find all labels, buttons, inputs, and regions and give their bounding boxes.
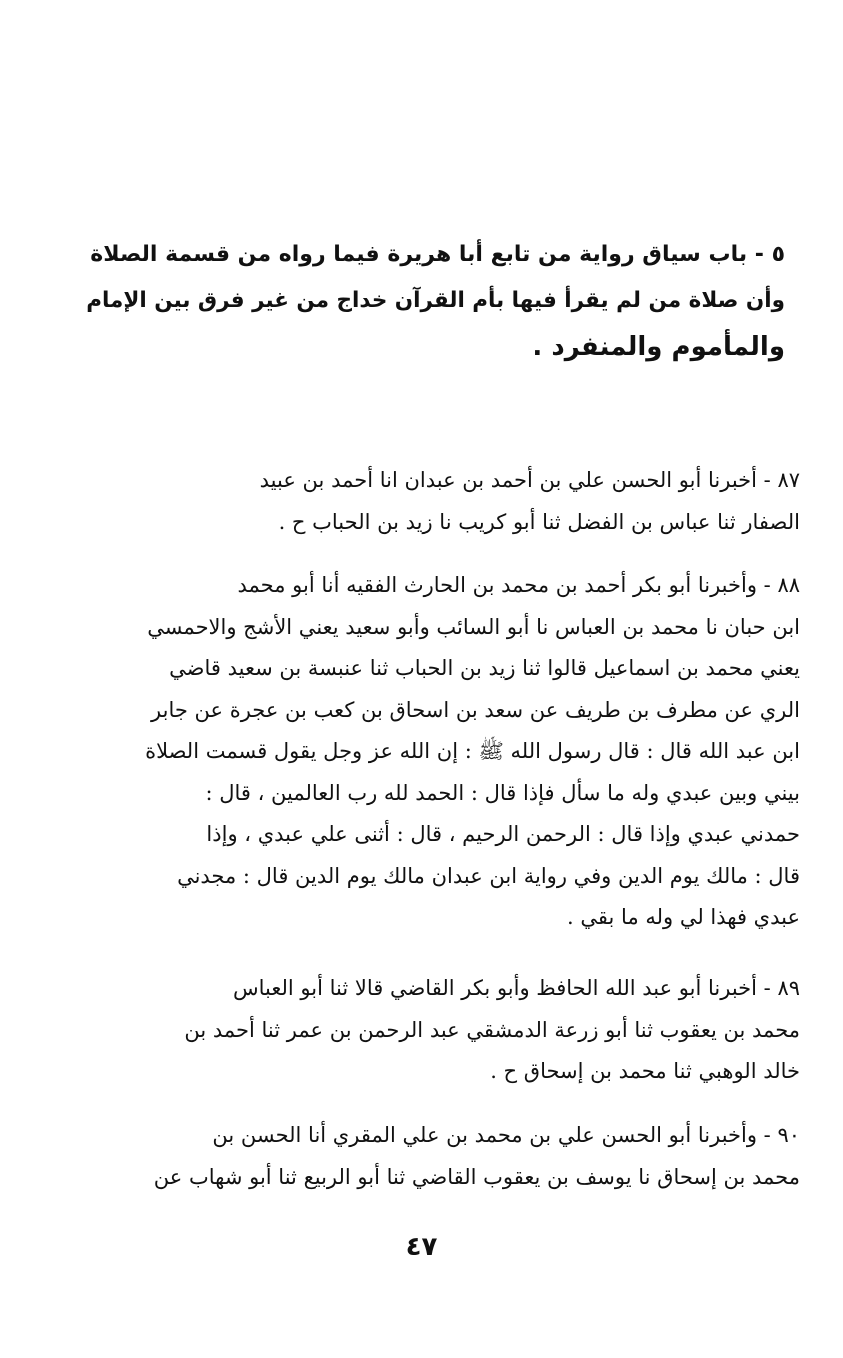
entry-line: الصفار ثنا عباس بن الفضل ثنا أبو كريب نا زيد بن الحباب ح .: [278, 509, 800, 534]
entry-line: ٨٨ - وأخبرنا أبو بكر أحمد بن محمد بن الحارث الفقيه أنا أبو محمد: [237, 573, 800, 597]
chapter-heading: [80, 232, 785, 370]
entry-line: بيني وبين عبدي وله ما سأل فإذا قال : الحمد لله رب العالمين ، قال :: [205, 780, 800, 805]
entry-line: حمدني عبدي وإذا قال : الرحمن الرحيم ، قال : أثنى علي عبدي ، وإذا: [206, 822, 800, 846]
entry-line: ابن عبد الله قال : قال رسول الله ﷺ : إن الله عز وجل يقول قسمت الصلاة: [145, 739, 800, 763]
entry-line: عبدي فهذا لي وله ما بقي .: [567, 905, 800, 929]
entry-line: ٨٩ - أخبرنا أبو عبد الله الحافظ وأبو بكر القاضي قالا ثنا أبو العباس: [233, 976, 800, 1000]
entry-line: قال : مالك يوم الدين وفي رواية ابن عبدان مالك يوم الدين قال : مجدني: [177, 863, 800, 888]
heading-line: ٥ - باب سياق رواية من تابع أبا هريرة فيما رواه من قسمة الصلاة: [90, 242, 785, 267]
entry-line: خالد الوهبي ثنا محمد بن إسحاق ح .: [490, 1059, 800, 1083]
entry-line: محمد بن يعقوب ثنا أبو زرعة الدمشقي عبد الرحمن بن عمر ثنا أحمد بن: [184, 1017, 800, 1042]
hadith-entry-90: [100, 1115, 800, 1198]
entry-line: ابن حبان نا محمد بن العباس نا أبو السائب وأبو سعيد يعني الأشج والاحمسي: [147, 614, 800, 639]
heading-line: وأن صلاة من لم يقرأ فيها بأم القرآن خداج من غير فرق بين الإمام: [86, 288, 785, 313]
entry-line: يعني محمد بن اسماعيل قالوا ثنا زيد بن الحباب ثنا عنبسة بن سعيد قاضي: [169, 656, 800, 680]
hadith-entry-87: [100, 460, 800, 543]
page-number: ٤٧: [405, 1232, 438, 1262]
entry-line: ٩٠ - وأخبرنا أبو الحسن علي بن محمد بن علي المقري أنا الحسن بن: [212, 1123, 800, 1147]
hadith-entry-89: [100, 968, 800, 1093]
entry-line: ٨٧ - أخبرنا أبو الحسن علي بن أحمد بن عبدان انا أحمد بن عبيد: [259, 468, 800, 492]
entry-line: محمد بن إسحاق نا يوسف بن يعقوب القاضي ثنا أبو الربيع ثنا أبو شهاب عن: [153, 1164, 800, 1189]
hadith-entry-88: [100, 565, 800, 939]
heading-line: والمأموم والمنفرد .: [532, 332, 785, 362]
entry-line: الري عن مطرف بن طريف عن سعد بن اسحاق بن كعب بن عجرة عن جابر: [151, 697, 800, 722]
